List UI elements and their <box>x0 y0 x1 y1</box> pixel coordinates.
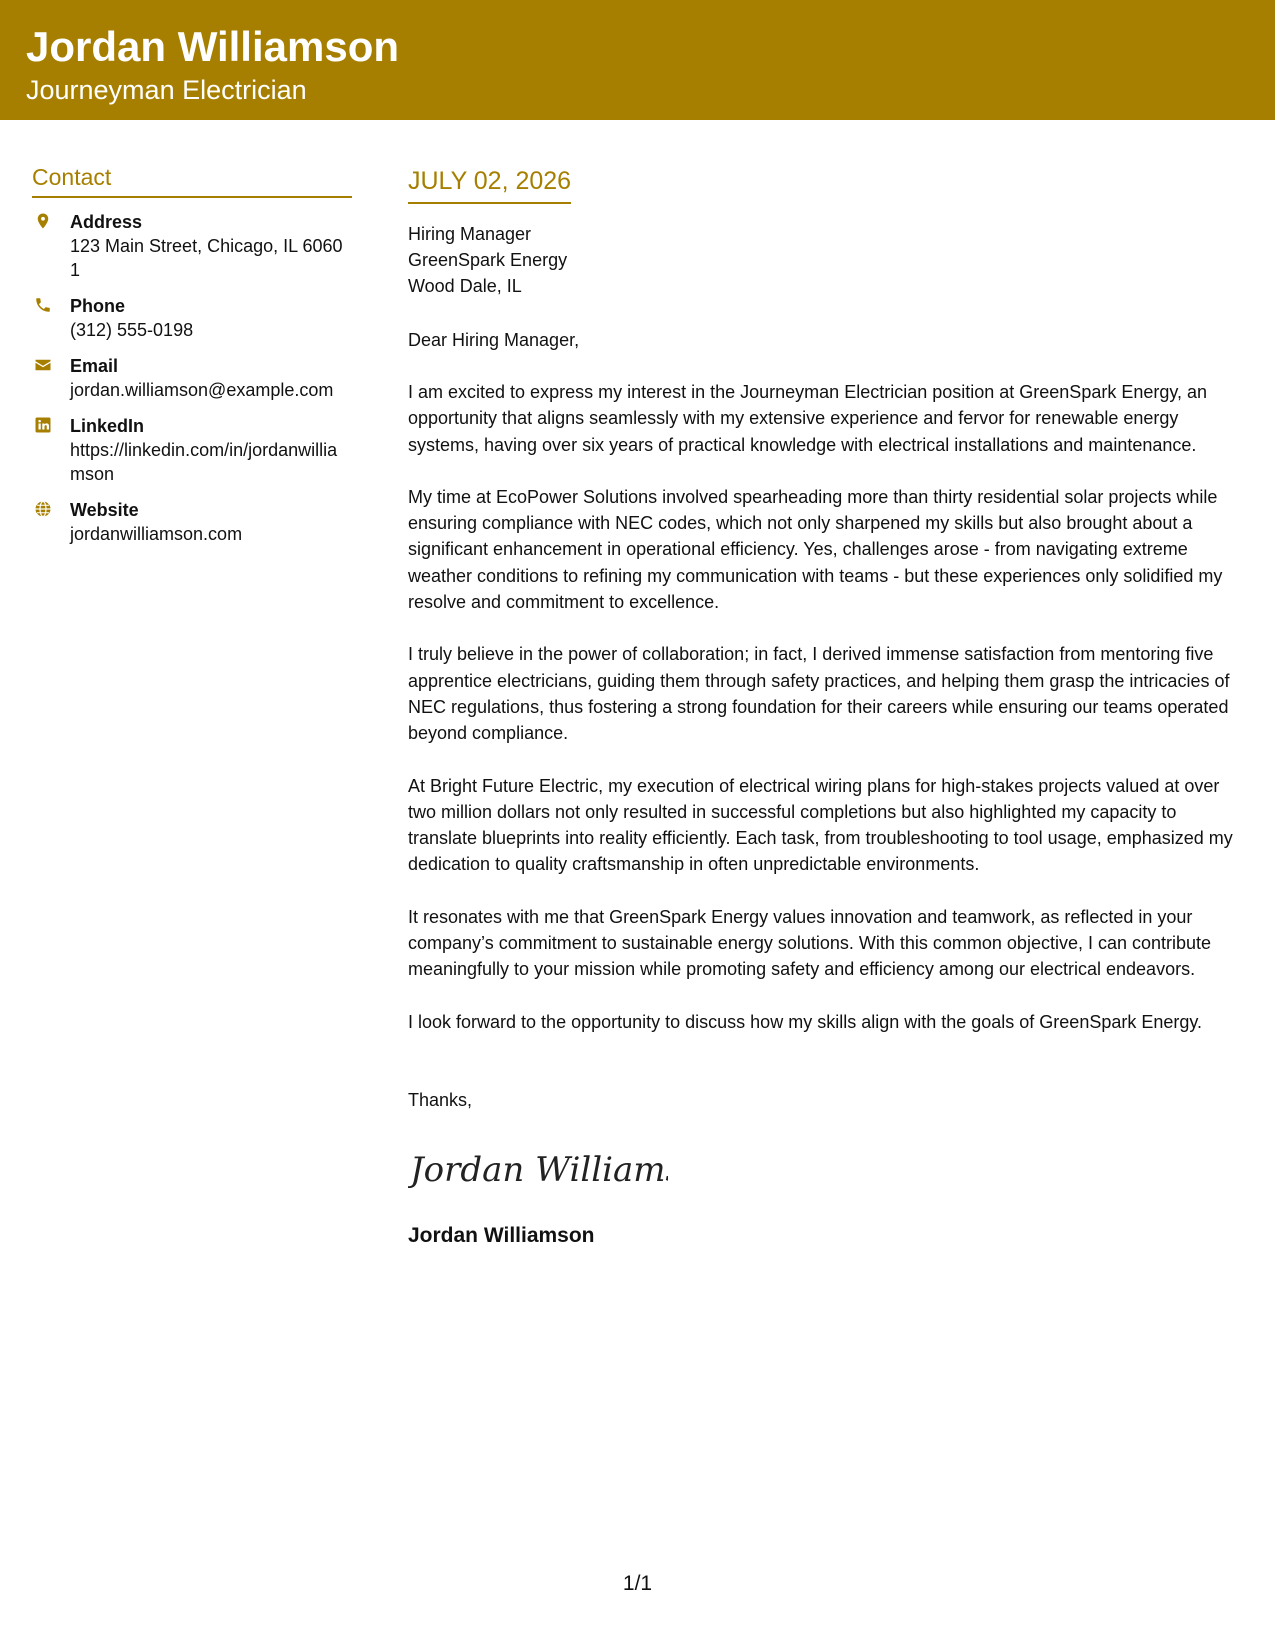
contact-phone <box>32 294 352 342</box>
salutation: Dear Hiring Manager, <box>408 330 580 350</box>
contact-sidebar <box>32 162 352 558</box>
paragraph: It resonates with me that GreenSpark Energy values innovation and teamwork, as reflected in your company’s commitment to sustainable energy solutions. With this common objective, I can contribute meaningfully to your mission while promoting safety and efficiency among our electrical endeavors. <box>408 906 1212 980</box>
closing: Thanks, <box>408 1089 473 1110</box>
page-number: 1/1 <box>622 1572 653 1595</box>
paragraph: My time at EcoPower Solutions involved spearheading more than thirty residential solar projects while ensuring compliance with NEC codes, which not only sharpened my skills but also brought about a significant enhancement in operational efficiency. Yes, challenges arose - from navigating extreme weather conditions to refining my communication with teams - but these experiences only solidified my resolve and commitment to excellence. <box>408 486 1223 613</box>
contact-website <box>32 498 352 546</box>
letter-date: JULY 02, 2026 <box>408 164 571 204</box>
recipient-company: GreenSpark Energy <box>408 250 568 270</box>
map-pin-icon <box>34 212 52 230</box>
header-banner <box>0 0 1275 120</box>
applicant-name: Jordan Williamson <box>26 23 400 70</box>
recipient-block <box>408 221 1248 299</box>
letter-body <box>408 164 1248 1250</box>
paragraph: At Bright Future Electric, my execution of electrical wiring plans for high-stakes projects valued at over two million dollars not only resulted in successful completions but also highlighted my capacity to translate blueprints into reality efficiently. Each task, from troubleshooting to tool usage, emphasized my dedication to quality craftsmanship in often unpredictable environments. <box>408 775 1233 875</box>
globe-icon <box>34 500 52 518</box>
contact-email <box>32 354 352 402</box>
linkedin-value[interactable]: https://linkedin.com/in/jordanwilliamson <box>70 440 338 484</box>
email-value[interactable]: jordan.williamson@example.com <box>70 380 334 400</box>
paragraph: I look forward to the opportunity to discuss how my skills align with the goals of GreenSpark Energy. <box>408 1011 1203 1032</box>
website-label: Website <box>70 500 139 520</box>
contact-address <box>32 210 352 282</box>
envelope-icon <box>34 356 52 374</box>
paragraph: I truly believe in the power of collaboration; in fact, I derived immense satisfaction from mentoring five apprentice electricians, guiding them through safety practices, and helping them grasp the intricacies of NEC regulations, thus fostering a strong foundation for their careers while ensuring our teams operated beyond compliance. <box>408 644 1230 744</box>
email-label: Email <box>70 356 119 376</box>
linkedin-label: LinkedIn <box>70 416 145 436</box>
recipient-title: Hiring Manager <box>408 224 532 244</box>
address-label: Address <box>70 212 143 232</box>
phone-label: Phone <box>70 296 126 316</box>
contact-heading: Contact <box>32 162 352 198</box>
signer-name: Jordan Williamson <box>408 1223 595 1247</box>
recipient-location: Wood Dale, IL <box>408 276 522 296</box>
address-value: 123 Main Street, Chicago, IL 60601 <box>70 236 343 280</box>
svg-text:Jordan Williams: Jordan Williams <box>410 1149 668 1190</box>
phone-value[interactable]: (312) 555-0198 <box>70 320 194 340</box>
linkedin-icon <box>34 416 52 434</box>
website-value[interactable]: jordanwilliamson.com <box>70 524 243 544</box>
handwritten-signature <box>408 1139 668 1199</box>
paragraph: I am excited to express my interest in the Journeyman Electrician position at GreenSpark Energy, an opportunity that aligns seamlessly with my extensive experience and fervor for renewable energy systems, having over six years of practical knowledge with electrical installations and maintenance. <box>408 382 1208 455</box>
contact-linkedin <box>32 414 352 486</box>
phone-icon <box>34 296 52 314</box>
applicant-role: Journeyman Electrician <box>26 75 307 105</box>
